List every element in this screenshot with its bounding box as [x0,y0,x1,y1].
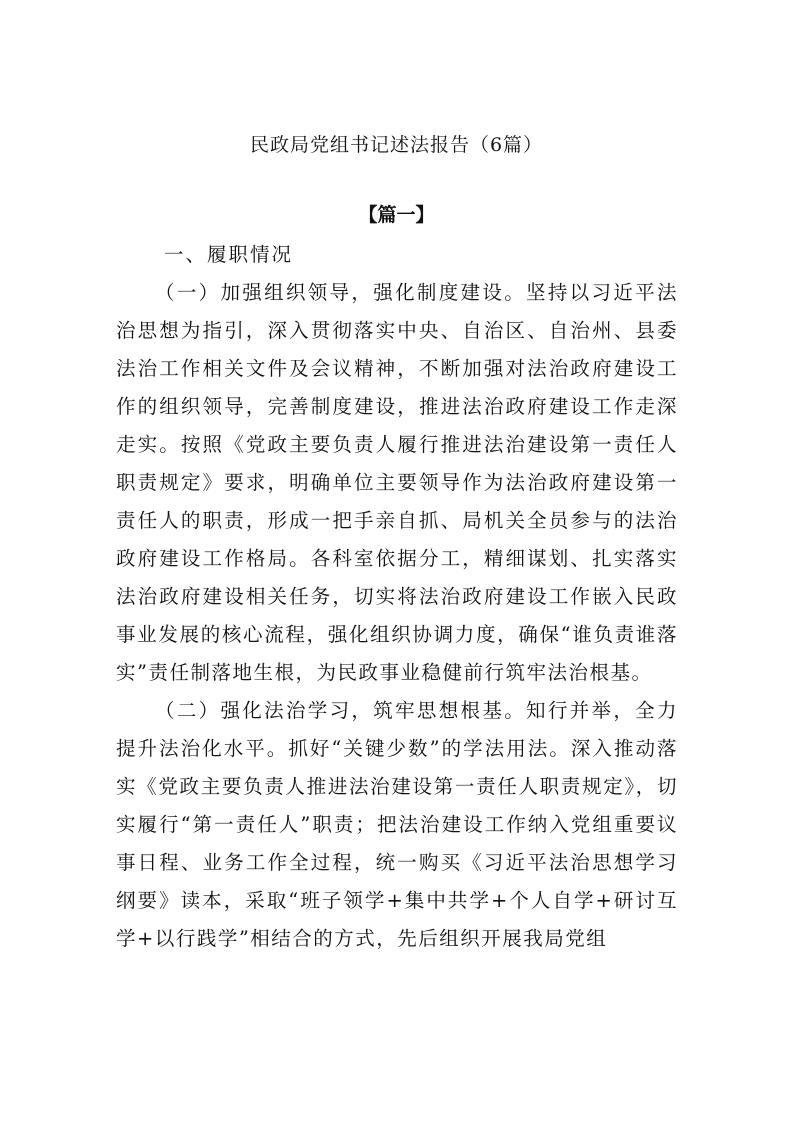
paragraph-2: （二）强化法治学习，筑牢思想根基。知行并举，全力提升法治化水平。抓好“关键少数”的学法用法。深入推动落实《党政主要负责人推进法治建设第一责任人职责规定》，切实履行“第一责任人”职责；把法治建设工作纳入党组重要议事日程、业务工作全过程，统一购买《习近平法治思想学习纲要》读本，采取“班子领学+集中共学+个人自学+研讨互学+以行践学”相结合的方式，先后组织开展我局党组 [116,699,678,950]
document-body [116,236,678,958]
heading-level-1: 一、履职情况 [164,243,294,266]
document-title: 民政局党组书记述法报告（6篇） [249,134,544,156]
paragraph-1: （一）加强组织领导，强化制度建设。坚持以习近平法治思想为指引，深入贯彻落实中央、自治区、自治州、县委法治工作相关文件及会议精神，不断加强对法治政府建设工作的组织领导，完善制度建设，推进法治政府建设工作走深走实。按照《党政主要负责人履行推进法治建设第一责任人职责规定》要求，明确单位主要领导作为法治政府建设第一责任人的职责，形成一把手亲自抓、局机关全员参与的法治政府建设工作格局。各科室依据分工，精细谋划、扎实落实法治政府建设相关任务，切实将法治政府建设工作嵌入民政事业发展的核心流程，强化组织协调力度，确保“谁负责谁落实”责任制落地生根，为民政事业稳健前行筑牢法治根基。 [116,281,678,684]
section-heading: 【篇一】 [358,204,435,226]
